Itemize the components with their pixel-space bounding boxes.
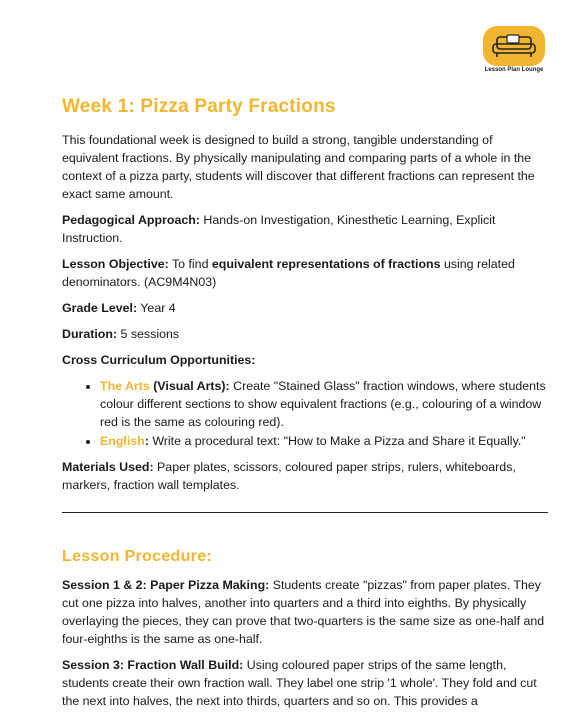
- procedure-heading: Lesson Procedure:: [62, 548, 213, 565]
- subject-english: English: [100, 434, 145, 448]
- session-1-2: Session 1 & 2: Paper Pizza Making: Students create "pizzas" from paper plates. They cut one pizza into halves, another into quarters and a third into eighths. By physically overlaying the pieces, they can prove that two-quarters is the same size as one-half and four-eighths is the same as one-half.: [62, 578, 545, 646]
- grade-level: [62, 299, 548, 317]
- duration-value: 5 sessions: [117, 327, 180, 341]
- lesson-objective: [62, 255, 548, 291]
- duration: [62, 325, 548, 343]
- lesson-overview: [62, 96, 548, 502]
- objective-label: Lesson Objective:: [62, 257, 169, 271]
- session-3: Session 3: Fraction Wall Build: Using coloured paper strips of the same length, students create their own fraction wall. They label one strip '1 whole'. They fold and cut the next into halves, the next into thirds, quarters and so on. This provides a: [62, 658, 537, 708]
- section-divider: [62, 512, 548, 513]
- lesson-procedure: [62, 548, 548, 718]
- page-title: Week 1: Pizza Party Fractions: [62, 96, 336, 117]
- objective-bold: equivalent representations of fractions: [211, 257, 441, 271]
- grade-value: Year 4: [137, 301, 176, 315]
- grade-label: Grade Level:: [62, 301, 138, 315]
- materials-label: Materials Used:: [62, 460, 154, 474]
- duration-label: Duration:: [62, 327, 118, 341]
- intro-paragraph: This foundational week is designed to build a strong, tangible understanding of equivalent fractions. By physically manipulating and comparing parts of a whole in the context of a pizza party, students will discover that different fractions can represent the exact same amount.: [62, 133, 535, 201]
- materials-used: [62, 458, 548, 494]
- list-item: • English: Write a procedural text: "How to Make a Pizza and Share it Equally.": [100, 432, 548, 450]
- objective-post: using related denominators. (AC9M4N03): [62, 257, 515, 289]
- pedagogical-label: Pedagogical Approach:: [62, 213, 200, 227]
- objective-pre: To find: [168, 257, 212, 271]
- logo: [481, 26, 547, 73]
- subject-arts: The Arts: [100, 379, 150, 393]
- list-item: • The Arts (Visual Arts): Create "Stained Glass" fraction windows, where students colour different sections to show equivalent fractions (e.g., colouring of a window red is the same as colouring red).: [100, 377, 548, 431]
- pedagogical-value: Hands-on Investigation, Kinesthetic Learning, Explicit Instruction.: [62, 213, 496, 245]
- materials-value: Paper plates, scissors, coloured paper strips, rulers, whiteboards, markers, fraction wall templates.: [62, 460, 516, 492]
- cross-curriculum-list: [62, 377, 548, 450]
- couch-logo-icon: [483, 26, 545, 66]
- pedagogical-approach: [62, 211, 548, 247]
- cross-curriculum-heading: Cross Curriculum Opportunities:: [62, 353, 256, 367]
- logo-text: Lesson Plan Lounge: [484, 67, 544, 73]
